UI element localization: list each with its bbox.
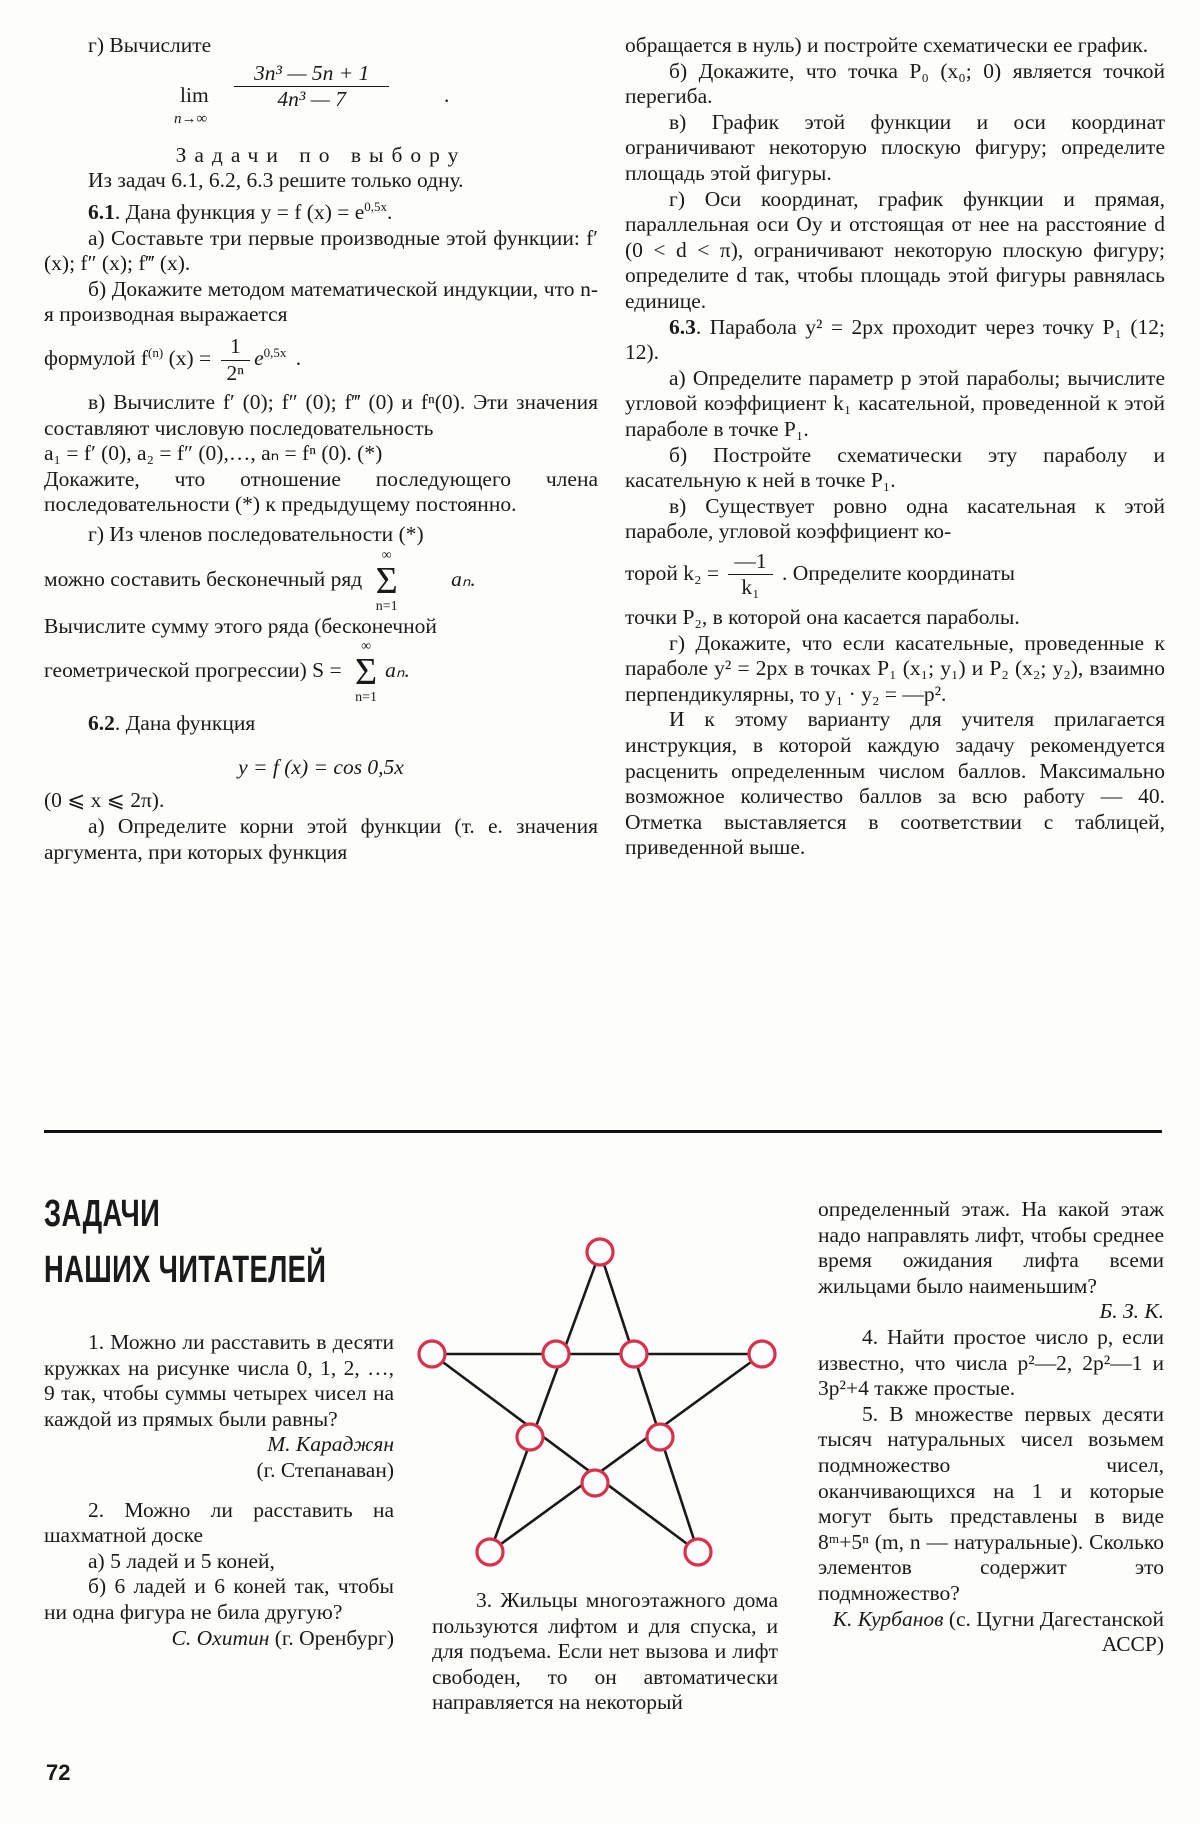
limit-dot: . xyxy=(444,82,450,107)
closing-paragraph: И к этому варианту для учителя прилагается инструкция, в которой каждую задачу рекомендуется расценить определенным числом баллов. Максимально возможное количество баллов за всю работу — 40. Отметка выставляется в соответствии с таблицей, приведенной выше. xyxy=(625,707,1165,860)
formula-lead: формулой f xyxy=(44,345,149,370)
sum2-top: ∞ xyxy=(361,639,372,655)
sum-top: ∞ xyxy=(381,547,392,563)
problem-6-3-v2: точки P₂, в которой она касается параболы. xyxy=(625,605,1020,630)
series-line xyxy=(44,548,598,614)
circle-bottom-right[interactable] xyxy=(685,1539,711,1565)
top-left-column xyxy=(44,33,598,865)
question-2-a: а) 5 ладей и 5 коней, xyxy=(88,1548,275,1573)
formula-e: e xyxy=(254,345,264,370)
question-1-author: М. Караджян xyxy=(267,1432,394,1457)
limit-sub: n→∞ xyxy=(174,110,208,127)
readers-left-column xyxy=(44,1330,394,1651)
section-divider xyxy=(44,1130,1162,1133)
circle-inner-left[interactable] xyxy=(517,1424,543,1450)
formula-dot: . xyxy=(295,345,302,370)
circle-top[interactable] xyxy=(587,1239,613,1265)
heading-line-1: ЗАДАЧИ xyxy=(44,1193,161,1235)
problem-6-3-header xyxy=(625,315,1165,366)
circle-inner-bottom[interactable] xyxy=(582,1470,608,1496)
question-3-continued: определенный этаж. На какой этаж надо направлять лифт, чтобы среднее время ожидания лифта всеми жильцами было наименьшим? xyxy=(818,1197,1164,1298)
question-5: 5. В множестве первых десяти тысяч натуральных чисел возьмем подмножество чисел, оканчивающихся на 1 и которые могут быть представлены в виде 8ᵐ+5ⁿ (m, n — натуральные). Сколько элементов содержит это подмножество? xyxy=(818,1401,1164,1605)
section-title: Задачи по выбору xyxy=(175,142,467,167)
sum-operator-2 xyxy=(355,639,377,705)
problem-6-2-v: в) График этой функции и оси координат ограничивают некоторую плоскую фигуру; определите площадь этой фигуры. xyxy=(625,109,1165,185)
circle-inner-top-right[interactable] xyxy=(621,1341,647,1367)
readers-right-column xyxy=(818,1197,1164,1658)
problem-6-2-g: г) Оси координат, график функции и прямая, параллельная оси Oy и отстоящая от нее на расстояние d (0 < d < π), ограничивают некоторую плоскую фигуру; определите d так, чтобы площадь этой фигуры равнялась единице. xyxy=(625,186,1165,313)
sum-operator xyxy=(376,548,398,614)
readers-heading xyxy=(44,1186,326,1298)
question-2-signature xyxy=(44,1626,394,1652)
top-right-column xyxy=(625,33,1165,861)
limit-numerator: 3n³ — 5n + 1 xyxy=(234,61,389,88)
problem-6-2-number: 6.2 xyxy=(88,711,115,736)
problem-6-1-sequence: a₁ = f′ (0), a₂ = f″ (0),…, aₙ = fⁿ (0). (*) xyxy=(44,441,383,466)
limit-formula xyxy=(174,60,598,131)
star-line-4 xyxy=(432,1354,698,1552)
series-term: aₙ. xyxy=(451,566,476,591)
formula-exp: 0,5x xyxy=(263,344,287,360)
sum2-sigma: Σ xyxy=(355,651,378,694)
limit-word: lim xyxy=(180,82,209,107)
problem-6-2-range: (0 ⩽ x ⩽ 2π). xyxy=(44,788,165,813)
k2-den: k₁ xyxy=(741,575,760,600)
star-diagram xyxy=(410,1225,780,1575)
series-lead: можно составить бесконечный ряд xyxy=(44,566,363,591)
question-5-signature xyxy=(818,1607,1164,1658)
star-line-5 xyxy=(490,1354,762,1552)
problem-6-2-b: б) Докажите, что точка P₀ (x₀; 0) является точкой перегиба. xyxy=(625,58,1165,109)
problem-6-3-text: . Парабола y² = 2px проходит через точку P₁ (12; 12). xyxy=(625,314,1165,365)
problem-6-1-g2: Вычислите сумму этого ряда (бесконечной xyxy=(44,613,437,638)
problem-6-3-v: в) Существует ровно одна касательная к этой параболе, угловой коэффициент ко- xyxy=(625,493,1165,544)
sum-sigma: Σ xyxy=(375,559,398,602)
question-2-b: б) 6 ладей и 6 коней так, чтобы ни одна фигура не била другую? xyxy=(44,1574,394,1624)
formula-fraction xyxy=(221,334,251,386)
circle-left[interactable] xyxy=(419,1341,445,1367)
problem-6-3-g: г) Докажите, что если касательные, проведенные к параболе y² = 2px в точках P₁ (x₁; y₁) и P₂ (x₂; y₂), взаимно перпендикулярны, то y₁ · y₂ = —p². xyxy=(625,630,1165,706)
question-5-city: (с. Цугни Дагестанской АССР) xyxy=(948,1606,1164,1657)
problem-6-1-text: . Дана функция y = f (x) = e xyxy=(114,199,365,224)
question-2-author: С. Охитин xyxy=(171,1625,270,1650)
star-lines xyxy=(432,1252,762,1552)
section-intro: Из задач 6.1, 6.2, 6.3 решите только одну. xyxy=(88,168,464,193)
k2-tail: . Определите координаты xyxy=(782,560,1015,585)
series-term-2: aₙ. xyxy=(385,658,410,683)
problem-6-3-b: б) Постройте схематически эту параболу и касательную к ней в точке P₁. xyxy=(625,442,1165,493)
question-1: 1. Можно ли расставить в десяти кружках на рисунке числа 0, 1, 2, …, 9 так, чтобы суммы четырех чисел на каждой из прямых были равны? xyxy=(44,1330,394,1431)
page-number: 72 xyxy=(46,1760,71,1785)
problem-6-1-g3: геометрической прогрессии) S = xyxy=(44,658,342,683)
sum2-bottom: n=1 xyxy=(355,690,378,706)
problem-6-1-v: в) Вычислите f′ (0); f″ (0); f‴ (0) и fⁿ(0). Эти значения составляют числовую последовательность xyxy=(44,390,598,440)
problem-6-1-v2: Докажите, что отношение последующего члена последовательности (*) к предыдущему постоянно. xyxy=(44,466,598,517)
question-3-author: Б. З. К. xyxy=(1099,1299,1164,1324)
problem-6-1-header xyxy=(44,194,598,226)
star-line-2 xyxy=(600,1252,698,1552)
problem-6-1-g: г) Из членов последовательности (*) xyxy=(88,522,424,547)
problem-6-2-a-cont: обращается в нуль) и постройте схематически ее график. xyxy=(625,33,1149,57)
k2-lead: торой k₂ = xyxy=(625,560,719,585)
question-1-city: (г. Степанаван) xyxy=(256,1457,394,1482)
question-2: 2. Можно ли расставить на шахматной доске xyxy=(44,1497,394,1548)
problem-6-1-exp: 0,5x xyxy=(364,198,388,214)
formula-den: 2ⁿ xyxy=(226,360,245,385)
circle-inner-top-left[interactable] xyxy=(543,1341,569,1367)
k2-num: —1 xyxy=(728,549,772,576)
problem-6-1-number: 6.1 xyxy=(88,199,115,224)
problem-6-1-end: . xyxy=(387,199,393,224)
circle-bottom-left[interactable] xyxy=(477,1539,503,1565)
formula-num: 1 xyxy=(221,334,251,361)
question-4: 4. Найти простое число p, если известно, что числа p²—2, 2p²—1 и 3p²+4 также простые. xyxy=(818,1324,1164,1401)
task-g-compute: г) Вычислите xyxy=(88,33,212,57)
question-5-author: К. Курбанов xyxy=(832,1606,944,1631)
limit-denominator: 4n³ — 7 xyxy=(277,87,346,112)
k2-formula-line xyxy=(625,549,1165,601)
question-3: 3. Жильцы многоэтажного дома пользуются лифтом и для спуска, и для подъема. Если нет вызова и лифт свободен, то он автоматически направляется на некоторый xyxy=(432,1588,778,1715)
formula-arg: (x) = xyxy=(163,345,212,370)
circle-inner-right[interactable] xyxy=(647,1424,673,1450)
problem-6-3-a: а) Определите параметр p этой параболы; вычислите угловой коэффициент k₁ касательной, проведенной к этой параболе в точке P₁. xyxy=(625,365,1165,441)
heading-line-2: НАШИХ ЧИТАТЕЛЕЙ xyxy=(44,1249,327,1291)
problem-6-2-header xyxy=(44,711,598,737)
star-circles xyxy=(419,1239,775,1565)
problem-6-3-number: 6.3 xyxy=(669,314,696,339)
k2-fraction xyxy=(728,549,772,601)
question-2-city: (г. Оренбург) xyxy=(274,1625,394,1650)
readers-middle-column xyxy=(432,1588,778,1716)
formula-line xyxy=(44,334,598,386)
problem-6-2-a: а) Определите корни этой функции (т. е. значения аргумента, при которых функция xyxy=(44,814,598,864)
problem-6-2-function: y = f (x) = cos 0,5x xyxy=(238,754,404,779)
problem-6-1-b: б) Докажите методом математической индукции, что n-я производная выражается xyxy=(44,276,598,327)
limit-fraction xyxy=(234,61,389,113)
formula-sup: (n) xyxy=(148,344,164,360)
problem-6-1-a: а) Составьте три первые производные этой функции: f′ (x); f″ (x); f‴ (x). xyxy=(44,225,598,276)
series-sum-line xyxy=(44,639,598,705)
star-line-1 xyxy=(490,1252,600,1552)
problem-6-2-text: . Дана функция xyxy=(114,711,256,736)
sum-bottom: n=1 xyxy=(375,598,398,614)
circle-right[interactable] xyxy=(749,1341,775,1367)
